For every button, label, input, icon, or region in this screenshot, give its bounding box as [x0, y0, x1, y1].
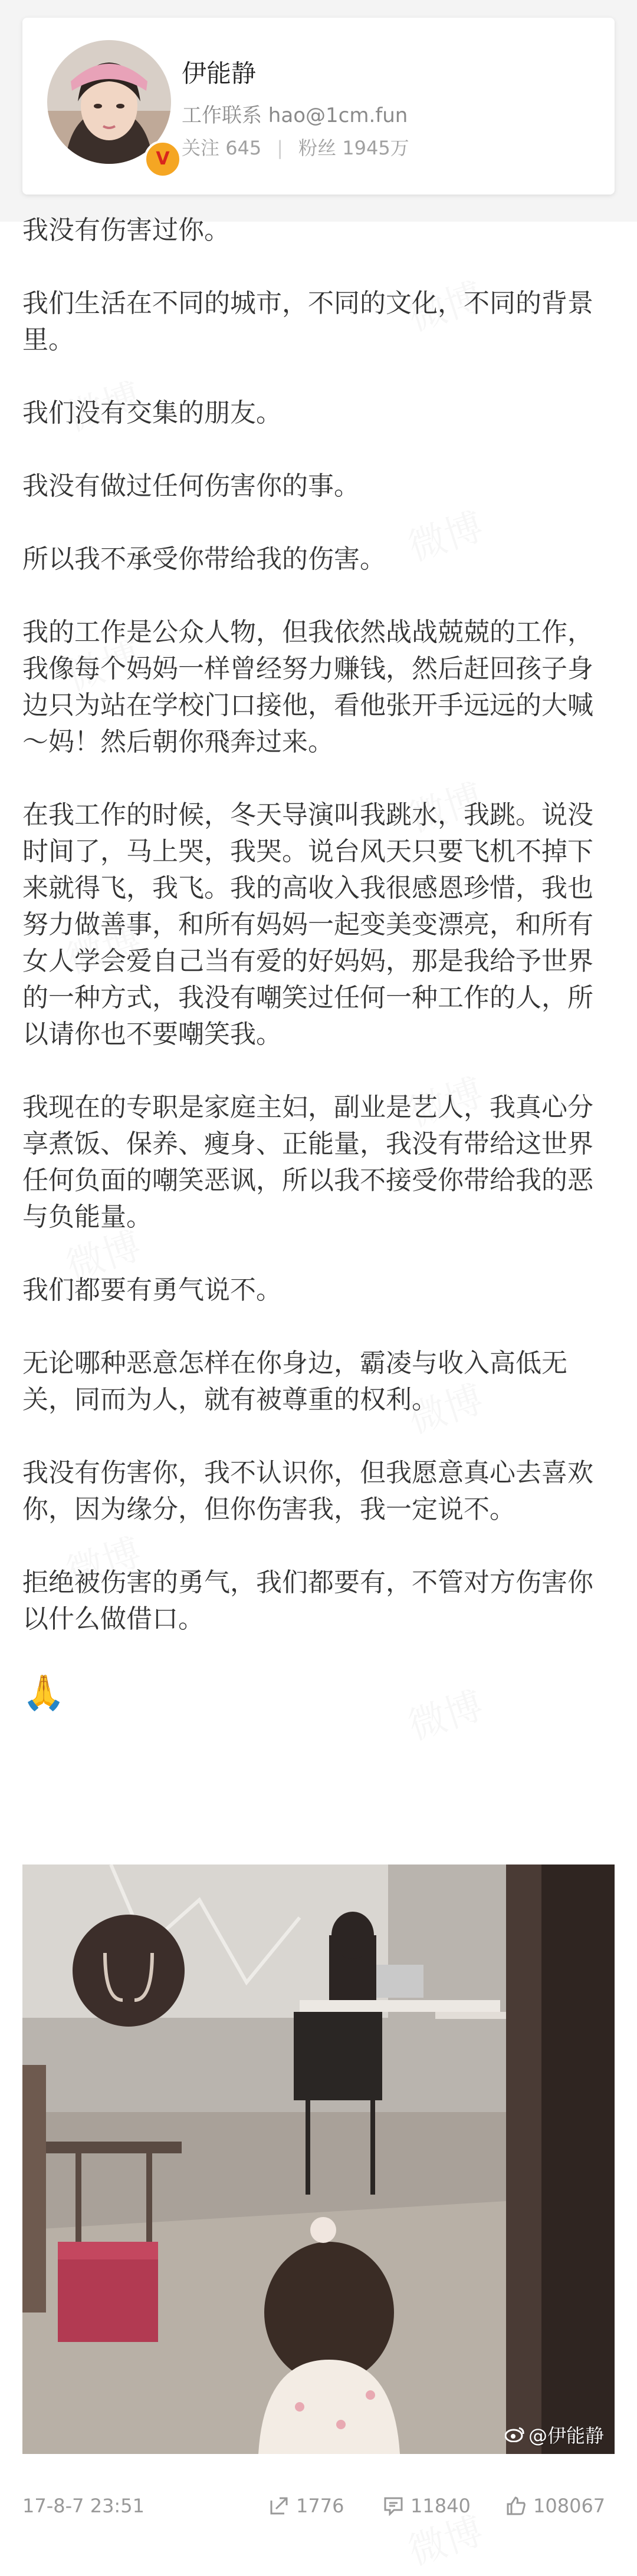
- photo-watermark-text: @伊能静: [528, 2425, 604, 2447]
- profile-contact: 工作联系 hao@1cm.fun: [182, 104, 408, 127]
- post-paragraph: 我现在的专职是家庭主妇，副业是艺人，我真心分享煮饭、保养、瘦身、正能量，我没有带给这世界任何负面的嘲笑恶讽，所以我不接受你带给我的恶与负能量。: [22, 1092, 593, 1232]
- post-paragraph: 我没有做过任何伤害你的事。: [22, 471, 360, 501]
- post-paragraph: 我们没有交集的朋友。: [22, 398, 282, 428]
- post-paragraph: 我们都要有勇气说不。: [22, 1275, 282, 1305]
- repost-button[interactable]: [269, 2495, 344, 2517]
- comment-count: 11840: [411, 2495, 471, 2517]
- thumbs-up-icon: [506, 2496, 526, 2516]
- comment-icon: [383, 2496, 403, 2516]
- post-footer: [22, 2489, 615, 2524]
- profile-stats: [182, 133, 409, 160]
- like-count: 108067: [533, 2495, 606, 2517]
- followers-label[interactable]: 粉丝: [298, 137, 337, 159]
- post-paragraph: 在我工作的时候，冬天导演叫我跳水，我跳。说没时间了，马上哭，我哭。说台风天只要飞机不掉下来就得飞，我飞。我的高收入我很感恩珍惜，我也努力做善事，和所有妈妈一起变美变漂亮，和所有女人学会爱自己当有爱的好妈妈，那是我给予世界的一种方式，我没有嘲笑过任何一种工作的人，所以请你也不要嘲笑我。: [22, 800, 593, 1049]
- verified-badge-icon: V: [144, 140, 182, 178]
- profile-card[interactable]: [22, 18, 615, 195]
- repost-count: 1776: [296, 2495, 344, 2517]
- post-paragraph: 拒绝被伤害的勇气，我们都要有，不管对方伤害你以什么做借口。: [22, 1567, 593, 1634]
- post-body: [22, 212, 612, 1711]
- post-photo[interactable]: [22, 1865, 615, 2454]
- post-paragraph: 我没有伤害过你。: [22, 215, 230, 245]
- photo-watermark: [505, 2421, 604, 2448]
- photo-child-in-cafe: [22, 1865, 615, 2454]
- post-paragraph: 我们生活在不同的城市，不同的文化，不同的背景里。: [22, 288, 593, 355]
- repost-icon: [269, 2496, 289, 2516]
- post-paragraph: 所以我不承受你带给我的伤害。: [22, 544, 386, 574]
- following-count[interactable]: 645: [225, 137, 262, 159]
- following-label[interactable]: 关注: [182, 137, 220, 159]
- followers-count[interactable]: 1945万: [342, 137, 409, 159]
- post-timestamp: 17-8-7 23:51: [22, 2495, 145, 2517]
- profile-name[interactable]: 伊能静: [182, 59, 257, 88]
- prayer-hands-icon: 🙏: [22, 1672, 65, 1712]
- stats-divider: |: [277, 137, 284, 159]
- like-button[interactable]: [506, 2495, 605, 2517]
- post-paragraph: 我没有伤害你，我不认识你，但我愿意真心去喜欢你，因为缘分，但你伤害我，我一定说不。: [22, 1458, 593, 1524]
- weibo-logo-icon: [505, 2425, 525, 2447]
- comment-button[interactable]: [383, 2495, 471, 2517]
- post-paragraph: 我的工作是公众人物，但我依然战战兢兢的工作，我像每个妈妈一样曾经努力赚钱，然后赶回孩子身边只为站在学校门口接他，看他张开手远远的大喊～妈！然后朝你飛奔过来。: [22, 617, 593, 757]
- post-paragraph: 无论哪种恶意怎样在你身边，霸凌与收入高低无关，同而为人，就有被尊重的权利。: [22, 1348, 567, 1415]
